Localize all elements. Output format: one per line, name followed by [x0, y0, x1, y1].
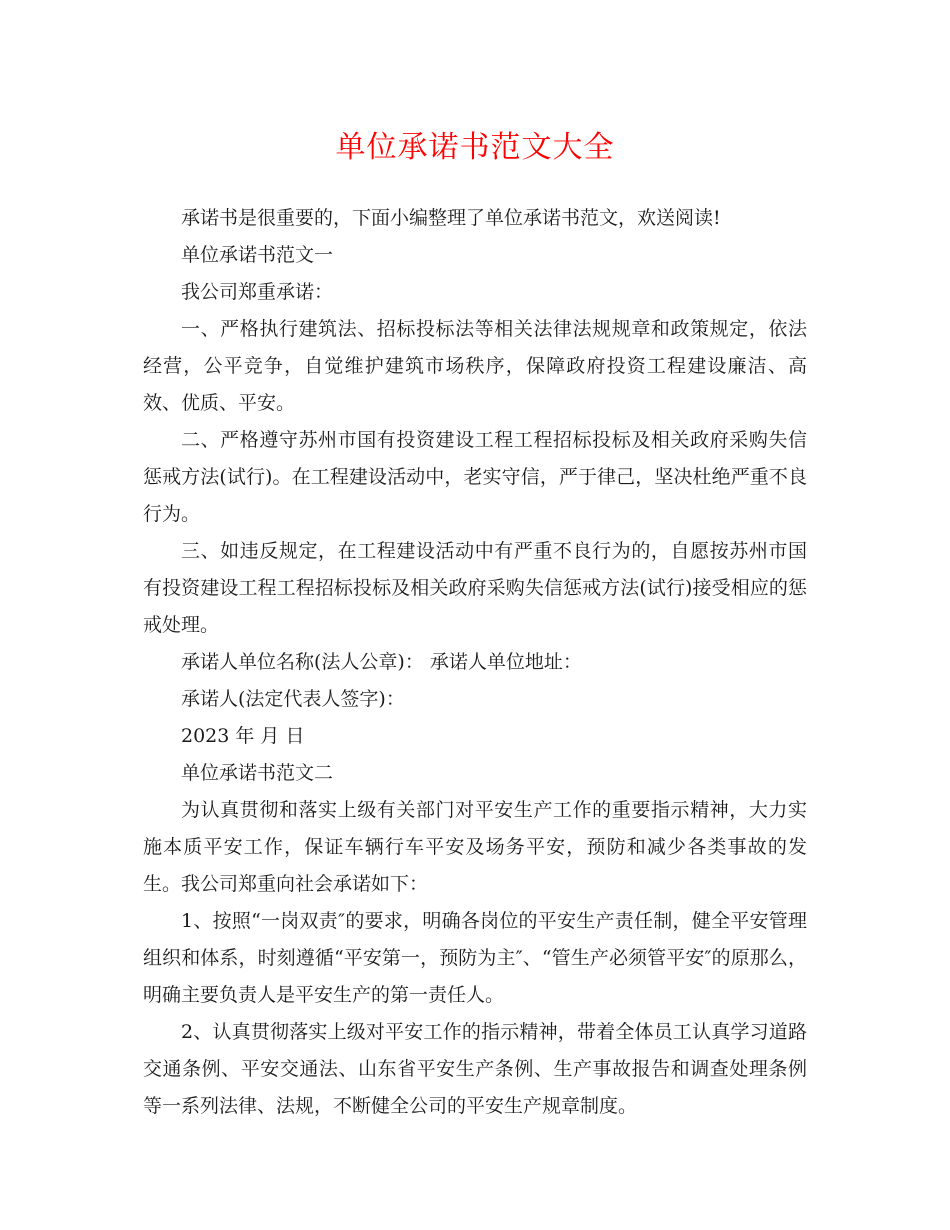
document-body	[143, 200, 807, 1125]
signatory-unit-line: 承诺人单位名称(法人公章)： 承诺人单位地址：	[181, 651, 582, 673]
safety-item-one: 1、按照“一岗双责″的要求，明确各岗位的平安生产责任制，健全平安管理组织和体系，时刻遵循“平安第一，预防为主″、“管生产必须管平安″的原那么，明确主要负责人是平安生产的第一责任人。	[143, 910, 807, 1006]
section-heading-two: 单位承诺书范文二	[181, 762, 334, 784]
pledge-item-one: 一、严格执行建筑法、招标投标法等相关法律法规规章和政策规定，依法经营，公平竞争，自觉维护建筑市场秩序，保障政府投资工程建设廉洁、高效、优质、平安。	[143, 318, 807, 414]
signatory-person-line: 承诺人(法定代表人签字)：	[181, 688, 405, 710]
section-heading-one: 单位承诺书范文一	[181, 244, 334, 266]
pledge-item-three: 三、如违反规定，在工程建设活动中有严重不良行为的，自愿按苏州市国有投资建设工程工程招标投标及相关政府采购失信惩戒方法(试行)接受相应的惩戒处理。	[143, 540, 807, 636]
document-title: 单位承诺书范文大全	[335, 130, 615, 165]
pledge-item-two: 二、严格遵守苏州市国有投资建设工程工程招标投标及相关政府采购失信惩戒方法(试行)。在工程建设活动中，老实守信，严于律己，坚决杜绝严重不良行为。	[143, 429, 807, 525]
safety-intro-paragraph: 为认真贯彻和落实上级有关部门对平安生产工作的重要指示精神，大力实施本质平安工作，保证车辆行车平安及场务平安，预防和减少各类事故的发生。我公司郑重向社会承诺如下：	[143, 799, 807, 895]
intro-paragraph: 承诺书是很重要的，下面小编整理了单位承诺书范文，欢送阅读!	[181, 207, 721, 229]
safety-item-two: 2、认真贯彻落实上级对平安工作的指示精神，带着全体员工认真学习道路交通条例、平安交通法、山东省平安生产条例、生产事故报告和调查处理条例等一系列法律、法规，不断健全公司的平安生产规章制度。	[143, 1021, 807, 1117]
date-line: 2023 年 月 日	[181, 725, 305, 747]
pledge-opening: 我公司郑重承诺：	[181, 281, 334, 303]
